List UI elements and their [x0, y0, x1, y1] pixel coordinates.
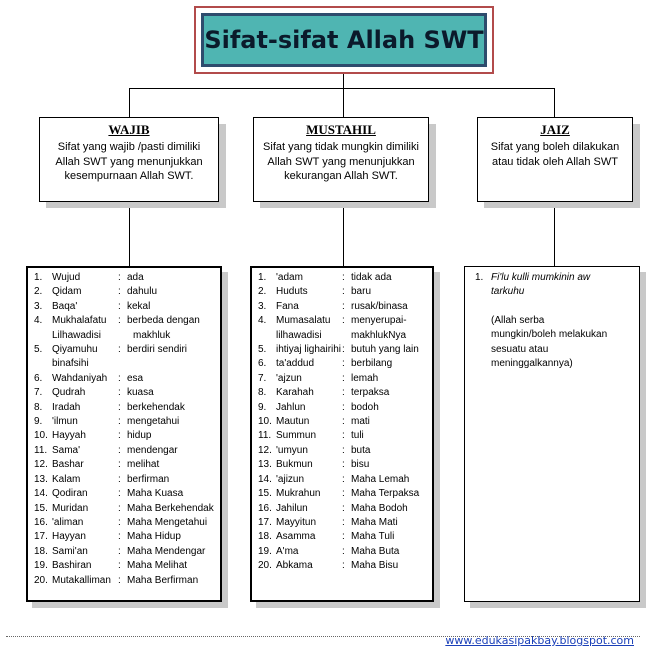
item-name: Wujud: [52, 272, 81, 283]
item-separator: :: [342, 545, 345, 557]
jaiz-item-title-line2: tarkuhu: [491, 286, 525, 298]
mustahil-row: [258, 473, 432, 487]
title-box: [201, 13, 487, 67]
item-meaning: Maha Mati: [351, 516, 398, 528]
item-separator: :: [342, 502, 345, 514]
item-separator: :: [342, 344, 345, 356]
item-number: 15.: [34, 502, 48, 514]
item-name: Summun: [276, 430, 317, 442]
mustahil-row: [258, 386, 432, 400]
connector-jaiz: [554, 88, 555, 118]
mustahil-row: [258, 314, 432, 328]
item-separator: :: [342, 444, 345, 456]
item-meaning: baru: [351, 286, 372, 298]
item-name: Hayyan: [52, 531, 86, 543]
item-meaning: tidak ada: [351, 272, 392, 283]
item-number: 11.: [34, 444, 48, 456]
item-number: 7.: [258, 372, 267, 384]
item-separator: :: [342, 387, 345, 399]
item-number: 3.: [34, 300, 43, 312]
item-name: 'ilmun: [52, 416, 78, 428]
footer-link[interactable]: www.edukasipakbay.blogspot.com: [445, 634, 634, 647]
wajib-row: [34, 401, 220, 415]
mustahil-row: [258, 401, 432, 415]
wajib-row: [34, 386, 220, 400]
wajib-row: [34, 473, 220, 487]
item-separator: :: [342, 560, 345, 572]
item-separator: :: [118, 459, 121, 471]
jaiz-item-num: 1.: [475, 272, 484, 283]
item-name: Baqa': [52, 300, 78, 312]
item-number: 17.: [34, 531, 48, 543]
mustahil-row: [258, 372, 432, 386]
wajib-header-box: [39, 117, 219, 202]
wajib-row: [34, 314, 220, 328]
item-number: 20.: [258, 560, 272, 572]
jaiz-title: JAIZ: [540, 122, 570, 137]
jaiz-item-desc-4: meninggalkannya): [491, 358, 573, 370]
item-name: 'aliman: [52, 516, 84, 528]
item-separator: :: [118, 272, 121, 283]
mustahil-row: [258, 329, 432, 343]
item-number: 15.: [258, 488, 272, 500]
mustahil-header-box: [253, 117, 429, 202]
item-separator: :: [342, 488, 345, 500]
item-number: 11.: [258, 430, 272, 442]
item-meaning: Maha Terpaksa: [351, 488, 420, 500]
item-separator: :: [342, 272, 345, 283]
item-name: Sama': [52, 444, 81, 456]
item-number: 16.: [34, 516, 48, 528]
wajib-row: [34, 300, 220, 314]
item-separator: :: [118, 401, 121, 413]
mustahil-row: [258, 545, 432, 559]
item-number: [258, 329, 276, 343]
item-separator: :: [342, 516, 345, 528]
item-name: 'ajizun: [276, 473, 305, 485]
jaiz-item-title-line1: Fi'lu kulli mumkinin aw: [491, 272, 591, 283]
item-name: Abkama: [276, 560, 313, 572]
item-name: 'umyun: [276, 444, 308, 456]
item-number: 1.: [34, 272, 43, 283]
item-meaning: berbeda dengan: [127, 315, 200, 327]
item-separator: :: [342, 459, 345, 471]
item-name: Mumasalatu: [276, 315, 331, 327]
wajib-row: [34, 487, 220, 501]
item-name: ihtiyaj lighairihi: [276, 344, 342, 356]
item-meaning: melihat: [127, 459, 160, 471]
mustahil-row: [258, 357, 432, 371]
item-meaning: mendengar: [127, 444, 178, 456]
wajib-row: [34, 545, 220, 559]
item-meaning: Maha Hidup: [127, 531, 181, 543]
item-number: 8.: [34, 401, 43, 413]
item-meaning: kekal: [127, 300, 151, 312]
wajib-row: [34, 343, 220, 357]
mustahil-description: Sifat yang tidak mungkin dimiliki Allah SWT yang menunjukkan kekurangan Allah SWT.: [263, 141, 419, 182]
item-number: 9.: [34, 416, 43, 428]
item-name: Mukhalafatu: [52, 315, 107, 327]
page-title: Sifat-sifat Allah SWT: [204, 26, 484, 54]
item-meaning: Maha Berfirman: [127, 574, 199, 586]
wajib-row: [34, 444, 220, 458]
connector-wajib-list: [129, 202, 130, 266]
item-number: 19.: [258, 545, 272, 557]
item-meaning: bisu: [351, 459, 370, 471]
item-separator: :: [342, 416, 345, 428]
item-number: 20.: [34, 574, 48, 586]
item-meaning: rusak/binasa: [351, 300, 408, 312]
mustahil-row: [258, 530, 432, 544]
item-name: Lilhawadisi: [52, 329, 101, 341]
wajib-row: [34, 516, 220, 530]
item-number: 2.: [258, 286, 267, 298]
connector-mustahil: [343, 88, 344, 118]
item-name: binafsihi: [52, 358, 89, 370]
jaiz-item-desc-1: (Allah serba: [491, 314, 545, 326]
item-meaning: tuli: [351, 430, 364, 442]
item-meaning: Maha Buta: [351, 545, 400, 557]
jaiz-header-box: [477, 117, 633, 202]
item-name: Fana: [276, 300, 299, 312]
item-number: 6.: [34, 372, 43, 384]
item-separator: :: [118, 574, 121, 586]
item-name: Qudrah: [52, 387, 86, 399]
item-meaning: berdiri sendiri: [127, 344, 188, 356]
item-number: 13.: [258, 459, 272, 471]
jaiz-list: [464, 266, 640, 602]
item-number: 12.: [258, 444, 272, 456]
item-name: Mautun: [276, 416, 310, 428]
jaiz-item: [475, 271, 631, 371]
item-name: ta'addud: [276, 358, 315, 370]
item-meaning: Maha Lemah: [351, 473, 410, 485]
jaiz-item-desc-2: mungkin/boleh melakukan: [491, 329, 608, 341]
item-number: 17.: [258, 516, 272, 528]
item-number: 4.: [258, 315, 267, 327]
wajib-row: [34, 285, 220, 299]
mustahil-row: [258, 502, 432, 516]
item-meaning: menyerupai-: [351, 315, 407, 327]
wajib-row: [34, 415, 220, 429]
item-meaning: makhluk: [133, 329, 171, 341]
item-separator: :: [118, 502, 121, 514]
wajib-row: [34, 329, 220, 343]
item-separator: :: [118, 430, 121, 442]
wajib-row: [34, 429, 220, 443]
item-name: Mayyitun: [276, 516, 317, 528]
item-number: 7.: [34, 387, 43, 399]
mustahil-row: [258, 444, 432, 458]
wajib-title: WAJIB: [108, 122, 150, 137]
wajib-row: [34, 372, 220, 386]
item-name: Huduts: [276, 286, 308, 298]
item-number: 12.: [34, 459, 48, 471]
item-number: 6.: [258, 358, 267, 370]
mustahil-row: [258, 487, 432, 501]
item-meaning: makhlukNya: [351, 329, 407, 341]
item-name: Bashiran: [52, 560, 92, 572]
item-name: Qodiran: [52, 488, 88, 500]
item-name: Qidam: [52, 286, 82, 298]
mustahil-row: [258, 559, 432, 573]
item-separator: :: [118, 300, 121, 312]
item-meaning: esa: [127, 372, 144, 384]
item-meaning: Maha Kuasa: [127, 488, 184, 500]
item-number: [34, 329, 52, 343]
mustahil-row: [258, 285, 432, 299]
item-meaning: mati: [351, 416, 370, 428]
item-meaning: hidup: [127, 430, 152, 442]
item-number: 8.: [258, 387, 267, 399]
item-name: Wahdaniyah: [52, 372, 108, 384]
wajib-row: [34, 502, 220, 516]
item-number: 14.: [258, 473, 272, 485]
item-number: 5.: [34, 344, 43, 356]
connector-title-down: [343, 74, 344, 88]
item-number: 1.: [258, 272, 267, 283]
mustahil-list: [250, 266, 434, 602]
mustahil-row: [258, 458, 432, 472]
wajib-row: [34, 357, 220, 371]
item-name: 'adam: [276, 272, 303, 283]
item-meaning: ada: [127, 272, 144, 283]
item-name: Hayyah: [52, 430, 86, 442]
wajib-row: [34, 530, 220, 544]
connector-mustahil-list: [343, 202, 344, 266]
item-separator: :: [342, 531, 345, 543]
item-number: 5.: [258, 344, 267, 356]
item-meaning: dahulu: [127, 286, 158, 298]
item-number: 10.: [34, 430, 48, 442]
item-separator: :: [118, 444, 121, 456]
mustahil-row: [258, 429, 432, 443]
item-name: Asamma: [276, 531, 316, 543]
item-name: Jahlun: [276, 401, 306, 413]
item-name: lilhawadisi: [276, 329, 322, 341]
item-number: [34, 357, 52, 371]
item-separator: :: [118, 488, 121, 500]
item-name: Sami'an: [52, 545, 88, 557]
item-separator: :: [342, 430, 345, 442]
mustahil-row: [258, 300, 432, 314]
item-meaning: berfirman: [127, 473, 170, 485]
title-frame: [194, 6, 494, 74]
item-number: 9.: [258, 401, 267, 413]
item-meaning: bodoh: [351, 401, 379, 413]
item-meaning: buta: [351, 444, 371, 456]
item-name: Mutakalliman: [52, 574, 111, 586]
item-number: 18.: [258, 531, 272, 543]
item-name: Qiyamuhu: [52, 344, 98, 356]
item-meaning: berbilang: [351, 358, 393, 370]
jaiz-item-desc-3: sesuatu atau: [491, 343, 549, 355]
item-name: Bashar: [52, 459, 84, 471]
item-separator: :: [342, 300, 345, 312]
item-meaning: Maha Bodoh: [351, 502, 408, 514]
item-separator: :: [118, 286, 121, 298]
item-name: Muridan: [52, 502, 89, 514]
item-separator: :: [342, 473, 345, 485]
item-separator: :: [118, 545, 121, 557]
item-meaning: lemah: [351, 372, 379, 384]
item-meaning: Maha Tuli: [351, 531, 395, 543]
wajib-list: [26, 266, 222, 602]
item-separator: :: [342, 358, 345, 370]
item-number: 2.: [34, 286, 43, 298]
item-separator: [118, 357, 124, 371]
item-name: Jahilun: [276, 502, 308, 514]
item-separator: :: [118, 560, 121, 572]
item-meaning: berkehendak: [127, 401, 185, 413]
connector-wajib: [129, 88, 130, 118]
item-separator: :: [342, 372, 345, 384]
item-name: A'ma: [276, 545, 299, 557]
item-separator: :: [342, 286, 345, 298]
item-number: 13.: [34, 473, 48, 485]
item-number: 3.: [258, 300, 267, 312]
connector-jaiz-list: [554, 202, 555, 266]
item-name: Mukrahun: [276, 488, 321, 500]
item-name: Iradah: [52, 401, 81, 413]
item-number: 14.: [34, 488, 48, 500]
mustahil-row: [258, 415, 432, 429]
wajib-row: [34, 574, 220, 588]
item-meaning: Maha Bisu: [351, 560, 399, 572]
item-separator: :: [342, 401, 345, 413]
item-meaning: butuh yang lain: [351, 344, 419, 356]
item-separator: :: [118, 531, 121, 543]
item-separator: :: [118, 387, 121, 399]
mustahil-row: [258, 343, 432, 357]
item-name: 'ajzun: [276, 372, 302, 384]
wajib-row: [34, 458, 220, 472]
connector-horizontal: [129, 88, 555, 89]
wajib-description: Sifat yang wajib /pasti dimiliki Allah SWT yang menunjukkan kesempurnaan Allah SWT.: [55, 141, 203, 182]
item-number: 18.: [34, 545, 48, 557]
item-meaning: Maha Melihat: [127, 560, 188, 572]
item-meaning: Maha Mendengar: [127, 545, 206, 557]
item-separator: :: [118, 473, 121, 485]
mustahil-row: [258, 516, 432, 530]
item-separator: :: [118, 372, 121, 384]
item-separator: :: [118, 344, 121, 356]
item-meaning: Maha Mengetahui: [127, 516, 208, 528]
item-separator: :: [118, 516, 121, 528]
item-meaning: kuasa: [127, 387, 154, 399]
item-separator: [342, 329, 348, 343]
item-number: 4.: [34, 315, 43, 327]
wajib-row: [34, 271, 220, 285]
mustahil-row: [258, 271, 432, 285]
wajib-row: [34, 559, 220, 573]
item-meaning: [127, 357, 133, 371]
item-separator: :: [342, 315, 345, 327]
mustahil-title: MUSTAHIL: [306, 122, 376, 137]
item-number: 19.: [34, 560, 48, 572]
item-separator: :: [118, 315, 121, 327]
item-number: 10.: [258, 416, 272, 428]
item-name: Kalam: [52, 473, 81, 485]
item-name: Bukmun: [276, 459, 313, 471]
item-separator: [118, 329, 124, 343]
item-separator: :: [118, 416, 121, 428]
item-meaning: mengetahui: [127, 416, 180, 428]
item-meaning: Maha Berkehendak: [127, 502, 214, 514]
item-number: 16.: [258, 502, 272, 514]
item-name: Karahah: [276, 387, 314, 399]
item-meaning: terpaksa: [351, 387, 390, 399]
jaiz-description: Sifat yang boleh dilakukan atau tidak oleh Allah SWT: [490, 141, 620, 168]
